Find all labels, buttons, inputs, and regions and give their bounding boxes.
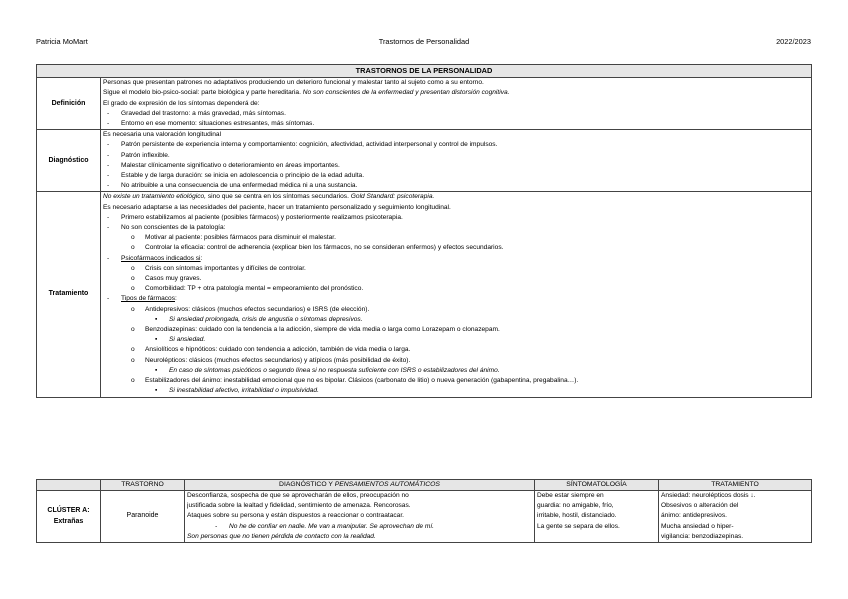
tratamiento-line-2: Es necesario adaptarse a las necesidades del paciente, hacer un tratamiento personalizado y seguimiento longitudinal. bbox=[103, 203, 451, 211]
definicion-bullet: - Gravedad del trastorno: a más gravedad, más síntomas. bbox=[107, 109, 286, 117]
tratamiento-bullet: - Primero estabilizamos al paciente (posibles fármacos) y posteriormente realizamos psicoterapia. bbox=[107, 213, 403, 221]
tratamiento-label: Tratamiento bbox=[37, 192, 101, 397]
header-title: Trastornos de Personalidad bbox=[378, 37, 470, 46]
tratamiento-subbullet: o Casos muy graves. bbox=[131, 275, 202, 283]
header-empty bbox=[37, 480, 101, 491]
cluster-table bbox=[36, 479, 812, 543]
header-trastorno: TRASTORNO bbox=[101, 480, 185, 491]
tratamiento-bullet: - Tipos de fármacos: bbox=[107, 295, 177, 303]
definicion-row bbox=[37, 78, 812, 130]
diagnostico-cell: Desconfianza, sospecha de que se aprovecharán de ellos, preocupación no justificada sobre la lealtad y fidelidad, sentimiento de amenaza. Rencorosas. Ataques sobre su persona y están dispuestos a reaccionar o contraatacar. - No he de confiar en nadie. Me van a manipular. Se aprovechan de mí. Son personas que no tienen pérdida de contacto con la realidad. bbox=[185, 491, 535, 543]
definicion-label: Definición bbox=[37, 78, 101, 130]
diagnostico-content bbox=[101, 130, 812, 192]
diagnostico-bullet: - Malestar clínicamente significativo o deterioramiento en áreas importantes. bbox=[107, 161, 340, 169]
definicion-line-1: Personas que presentan patrones no adaptativos produciendo un deterioro funcional y malestar tanto al sujeto como a su entorno. bbox=[103, 79, 484, 87]
tratamiento-subbullet: o Controlar la eficacia: control de adherencia (explicar bien los fármacos, no se consideran enfermos) y efectos secundarios. bbox=[131, 244, 504, 252]
header-sintomatologia: SÍNTOMATOLOGÍA bbox=[535, 480, 659, 491]
table-title: TRASTORNOS DE LA PERSONALIDAD bbox=[37, 65, 812, 78]
header-author: Patricia MoMart bbox=[36, 37, 88, 46]
definicion-line-2: Sigue el modelo bio-psico-social: parte biológica y parte hereditaria. No son conscientes de la enfermedad y presentan distorsión cognitiva. bbox=[103, 89, 510, 97]
farmaco-note: ▪ Si inestabilidad afectivo, irritabilidad o impulsividad. bbox=[155, 387, 319, 395]
diagnostico-bullet: - Patrón inflexible. bbox=[107, 151, 170, 159]
diagnostico-bullet: - No atribuible a una consecuencia de una enfermedad médica ni a una sustancia. bbox=[107, 182, 358, 190]
farmaco-note: ▪ Si ansiedad prolongada, crisis de angustia o síntomas depresivos. bbox=[155, 315, 363, 323]
diagnostico-row bbox=[37, 130, 812, 192]
farmaco-note: ▪ En caso de síntomas psicóticos o segundo línea si no respuesta suficiente con ISRS o estabilizadores del ánimo. bbox=[155, 366, 500, 374]
trastorno-cell: Paranoide bbox=[101, 491, 185, 543]
definicion-content bbox=[101, 78, 812, 130]
tratamiento-cell: Ansiedad: neurolépticos dosis ↓. Obsesivos o alteración del ánimo: antidepresivos. Mucha ansiedad o hiper- vigilancia: benzodiazepinas. bbox=[659, 491, 812, 543]
tratamiento-row bbox=[37, 192, 812, 397]
definicion-bullet: - Entorno en ese momento: situaciones estresantes, más síntomas. bbox=[107, 120, 315, 128]
cluster-label: CLÚSTER A: Extrañas bbox=[37, 491, 101, 543]
tratamiento-line-1: No existe un tratamiento etiológico, sino que se centra en los síntomas secundarios. Gold Standard: psicoterapia. bbox=[103, 193, 435, 201]
tratamiento-bullet: - Psicofármacos indicados si: bbox=[107, 254, 203, 262]
tratamiento-subbullet: o Comorbilidad: TP + otra patología mental = empeoramiento del pronóstico. bbox=[131, 285, 364, 293]
tratamiento-subbullet: o Motivar al paciente: posibles fármacos para disminuir el malestar. bbox=[131, 234, 336, 242]
table-row bbox=[37, 491, 812, 543]
farmaco-item: o Ansiolíticos e hipnóticos: cuidado con tendencia a adicción, también de vida media o larga. bbox=[131, 346, 411, 354]
sintomatologia-cell: Debe estar siempre en guardia: no amigable, frío, irritable, hostil, distanciado. La gente se separa de ellos. bbox=[535, 491, 659, 543]
diagnostico-bullet: - Patrón persistente de experiencia interna y comportamiento: cognición, afectividad, actividad interpersonal y control de impulsos. bbox=[107, 141, 498, 149]
farmaco-item: o Antidepresivos: clásicos (muchos efectos secundarios) e ISRS (de elección). bbox=[131, 305, 370, 313]
farmaco-item: o Benzodiazepinas: cuidado con la tendencia a la adicción, siempre de vida media o larga como Lorazepam o clonazepam. bbox=[131, 326, 500, 334]
diagnostico-line-1: Es necesaria una valoración longitudinal bbox=[103, 131, 222, 139]
tratamiento-bullet: - No son conscientes de la patología: bbox=[107, 224, 226, 232]
cluster-header-row bbox=[37, 480, 812, 491]
personality-disorders-table bbox=[36, 64, 812, 398]
tratamiento-content bbox=[101, 192, 812, 397]
header-diagnostico: DIAGNÓSTICO Y PENSAMIENTOS AUTOMÁTICOS bbox=[185, 480, 535, 491]
tratamiento-subbullet: o Crisis con síntomas importantes y difíciles de controlar. bbox=[131, 264, 306, 272]
farmaco-item: o Estabilizadores del ánimo: inestabilidad emocional que no es bipolar. Clásicos (carbonato de litio) o nueva generación (gabapentina, pregabalina…). bbox=[131, 377, 579, 385]
diagnostico-bullet: - Estable y de larga duración: se inicia en adolescencia o principio de la edad adulta. bbox=[107, 172, 365, 180]
header-year: 2022/2023 bbox=[776, 37, 811, 46]
diagnostico-label: Diagnóstico bbox=[37, 130, 101, 192]
header-tratamiento: TRATAMIENTO bbox=[659, 480, 812, 491]
farmaco-item: o Neurolépticos: clásicos (muchos efectos secundarios) y atípicos (más posibilidad de éxito). bbox=[131, 356, 411, 364]
definicion-line-3: El grado de expresión de los síntomas dependerá de: bbox=[103, 99, 260, 107]
farmaco-note: ▪ Si ansiedad. bbox=[155, 336, 206, 344]
